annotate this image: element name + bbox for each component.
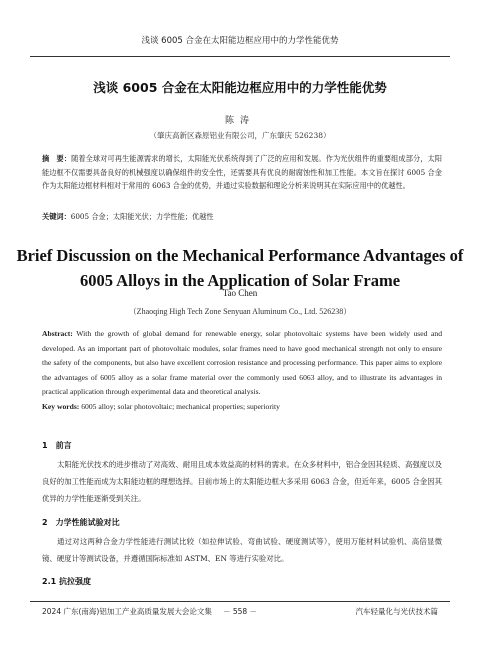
chinese-keywords [42, 210, 442, 224]
english-keywords [42, 400, 442, 415]
chinese-keywords-text: 6005 合金；太阳能光伏；力学性能；优越性 [70, 212, 214, 221]
footer-proceedings-title: 2024 广东(南海)铝加工产业高质量发展大会论文集 [42, 607, 212, 616]
footer-rule [30, 601, 450, 602]
running-header: 浅谈 6005 合金在太阳能边框应用中的力学性能优势 [141, 36, 339, 46]
english-title: Brief Discussion on the Mechanical Performance Advantages of 6005 Alloys in the Application of Solar Frame [16, 246, 464, 290]
english-keywords-text: 6005 alloy; solar photovoltaic; mechanical properties; superiority [81, 402, 280, 411]
english-abstract-label: Abstract: [42, 329, 73, 338]
english-abstract-text: With the growth of global demand for renewable energy, solar photovoltaic systems have been widely used and developed. As an important part of photovoltaic modules, solar frames need to have good mechanical strength not only to ensure the safety of the components, but also have excellent corrosion resistance and processing performance. This paper aims to explore the advantages of 6005 alloy as a solar frame material over the commonly used 6063 alloy, and to illustrate its advantages in practical application through experimental data and theoretical analysis. [42, 329, 442, 397]
footer-section-title: 汽车轻量化与光伏技术篇 [355, 607, 438, 616]
section-heading-introduction: 1 前言 [42, 441, 72, 450]
footer-page-number: － 558 － [222, 607, 258, 616]
chinese-keywords-label: 关键词： [42, 212, 71, 221]
chinese-author: 陈涛 [224, 116, 255, 126]
section-body-mechanical-tests: 通过对这两种合金力学性能进行测试比较（如拉伸试验、弯曲试验、硬度测试等），使用万能材料试验机、高倍显微镜、硬度计等测试设备，并遵循国际标准如 ASTM、EN 等进行实验对比。 [42, 537, 442, 563]
section-heading-mechanical-tests: 2 力学性能试验对比 [42, 518, 120, 527]
english-abstract [42, 327, 442, 400]
chinese-affiliation: （肇庆高新区森原铝业有限公司，广东肇庆 526238） [149, 131, 331, 140]
english-affiliation: （Zhaoqing High Tech Zone Senyuan Aluminum Co., Ltd. 526238） [128, 307, 352, 316]
english-author: Tao Chen [222, 288, 258, 298]
header-rule [30, 56, 450, 57]
chinese-title: 浅谈 6005 合金在太阳能边框应用中的力学性能优势 [93, 80, 387, 95]
chinese-abstract-text: 随着全球对可再生能源需求的增长，太阳能光伏系统得到了广泛的应用和发展。作为光伏组件的重要组成部分，太阳能边框不仅需要具备良好的机械强度以确保组件的安全性，还需要具有优良的耐腐蚀性和加工性能。本文旨在探讨 6005 合金作为太阳能边框材料相对于常用的 6063 合金的优势，并通过实验数据和理论分析来说明其在实际应用中的优越性。 [42, 154, 442, 190]
chinese-abstract-label: 摘 要： [42, 154, 72, 163]
chinese-abstract [42, 152, 442, 193]
english-keywords-label: Key words: [42, 402, 80, 411]
section-body-introduction: 太阳能光伏技术的进步推动了对高效、耐用且成本效益高的材料的需求。在众多材料中，铝合金因其轻质、高强度以及良好的加工性能而成为太阳能边框的理想选择。目前市场上的太阳能边框大多采用 6063 合金，但近年来，6005 合金因其优异的力学性能逐渐受到关注。 [42, 460, 442, 503]
subsection-heading-tensile-strength: 2.1 抗拉强度 [42, 577, 91, 586]
